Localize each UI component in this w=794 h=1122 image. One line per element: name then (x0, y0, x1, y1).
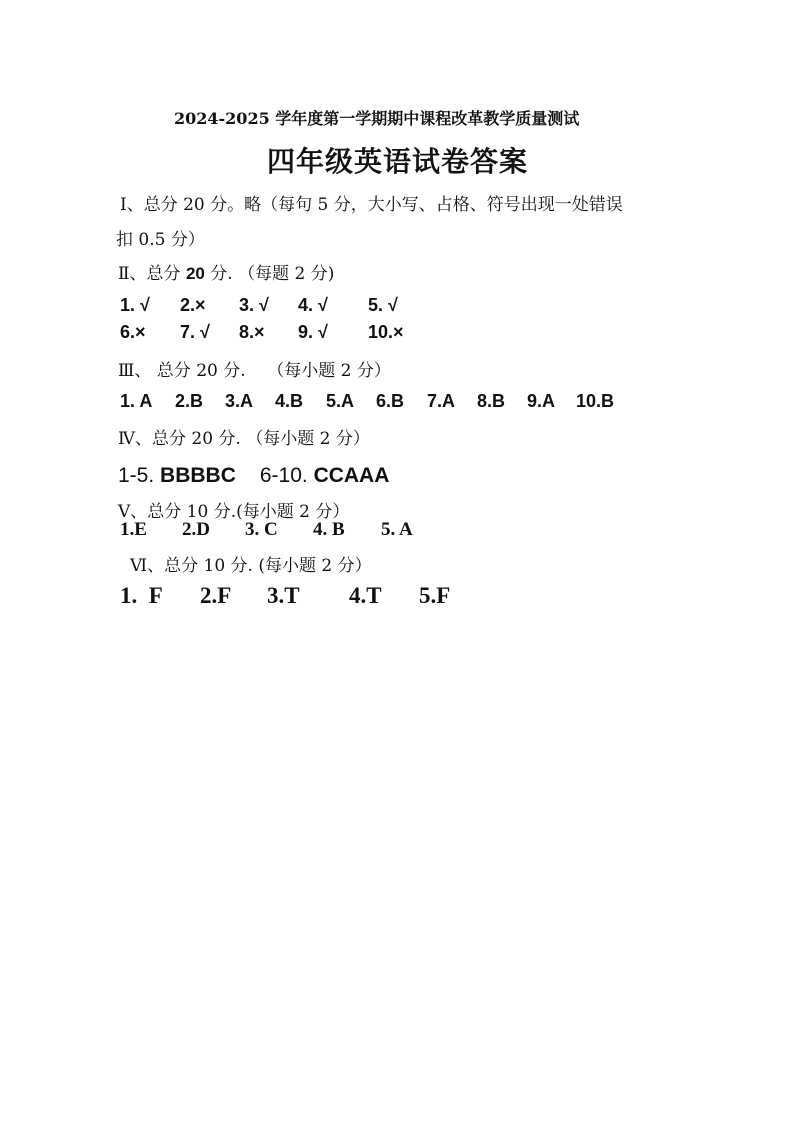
section-2-prefix: Ⅱ、总分 (118, 264, 186, 284)
exam-header: 2024-2025 学年度第一学期期中课程改革教学质量测试 (174, 109, 580, 128)
answer-item: 1. F (120, 583, 163, 608)
answer-item: 2.B (175, 391, 204, 411)
answer-item: 2.F (200, 583, 232, 608)
answer-item: 7. √ (180, 322, 210, 342)
answer-group: BBBBC (160, 464, 236, 487)
page-title: 四年级英语试卷答案 (267, 145, 529, 178)
answer-item: 5.A (326, 391, 355, 411)
section-4-heading: Ⅳ、总分 20 分. （每小题 2 分） (118, 429, 370, 449)
section-4-answers (118, 464, 389, 488)
section-5-answers (120, 519, 413, 541)
section-2-heading (118, 259, 334, 284)
section-5-heading: Ⅴ、总分 10 分.(每小题 2 分） (118, 502, 350, 522)
answer-item: 1.E (120, 519, 147, 540)
answer-item: 5.F (419, 583, 451, 608)
answer-item: 1. √ (120, 295, 150, 315)
answer-item: 2.× (180, 295, 206, 315)
answer-item: 4.B (275, 391, 304, 411)
answer-item: 3. √ (239, 295, 269, 315)
answer-item: 4.T (349, 583, 382, 608)
answer-item: 2.D (182, 519, 210, 540)
answer-group: CCAAA (313, 464, 390, 487)
answer-item: 10.B (576, 391, 615, 411)
answer-item: 7.A (427, 391, 456, 411)
answer-item: 10.× (368, 322, 404, 342)
answer-item: 9. √ (298, 322, 328, 342)
section-1-line-2: 扣 0.5 分） (116, 230, 205, 250)
section-3-heading: Ⅲ、 总分 20 分. （每小题 2 分） (118, 361, 391, 381)
answer-item: 5. √ (368, 295, 398, 315)
answer-item: 3.A (225, 391, 254, 411)
section-3-answers (120, 391, 614, 412)
answer-item: 3.T (267, 583, 300, 608)
range-label: 6-10. (259, 464, 314, 487)
section-2-suffix: 分. （每题 2 分) (204, 264, 335, 284)
section-1-line-1: Ⅰ、总分 20 分。略（每句 5 分，大小写、占格、符号出现一处错误 (120, 195, 623, 215)
answer-item: 1. A (120, 391, 153, 411)
answer-item: 4. √ (298, 295, 328, 315)
range-label: 1-5. (118, 464, 161, 487)
section-6-answers (120, 583, 450, 609)
answer-item: 3. C (245, 519, 278, 540)
answer-item: 9.A (527, 391, 556, 411)
answer-item: 4. B (313, 519, 345, 540)
section-2-row-2 (120, 322, 404, 343)
section-2-row-1 (120, 295, 398, 316)
section-2-points: 20 (185, 264, 205, 283)
answer-item: 5. A (381, 519, 413, 540)
section-6-heading: Ⅵ、总分 10 分. (每小题 2 分） (130, 556, 372, 576)
answer-item: 6.B (376, 391, 405, 411)
answer-item: 8.B (477, 391, 506, 411)
answer-item: 6.× (120, 322, 146, 342)
answer-item: 8.× (239, 322, 265, 342)
